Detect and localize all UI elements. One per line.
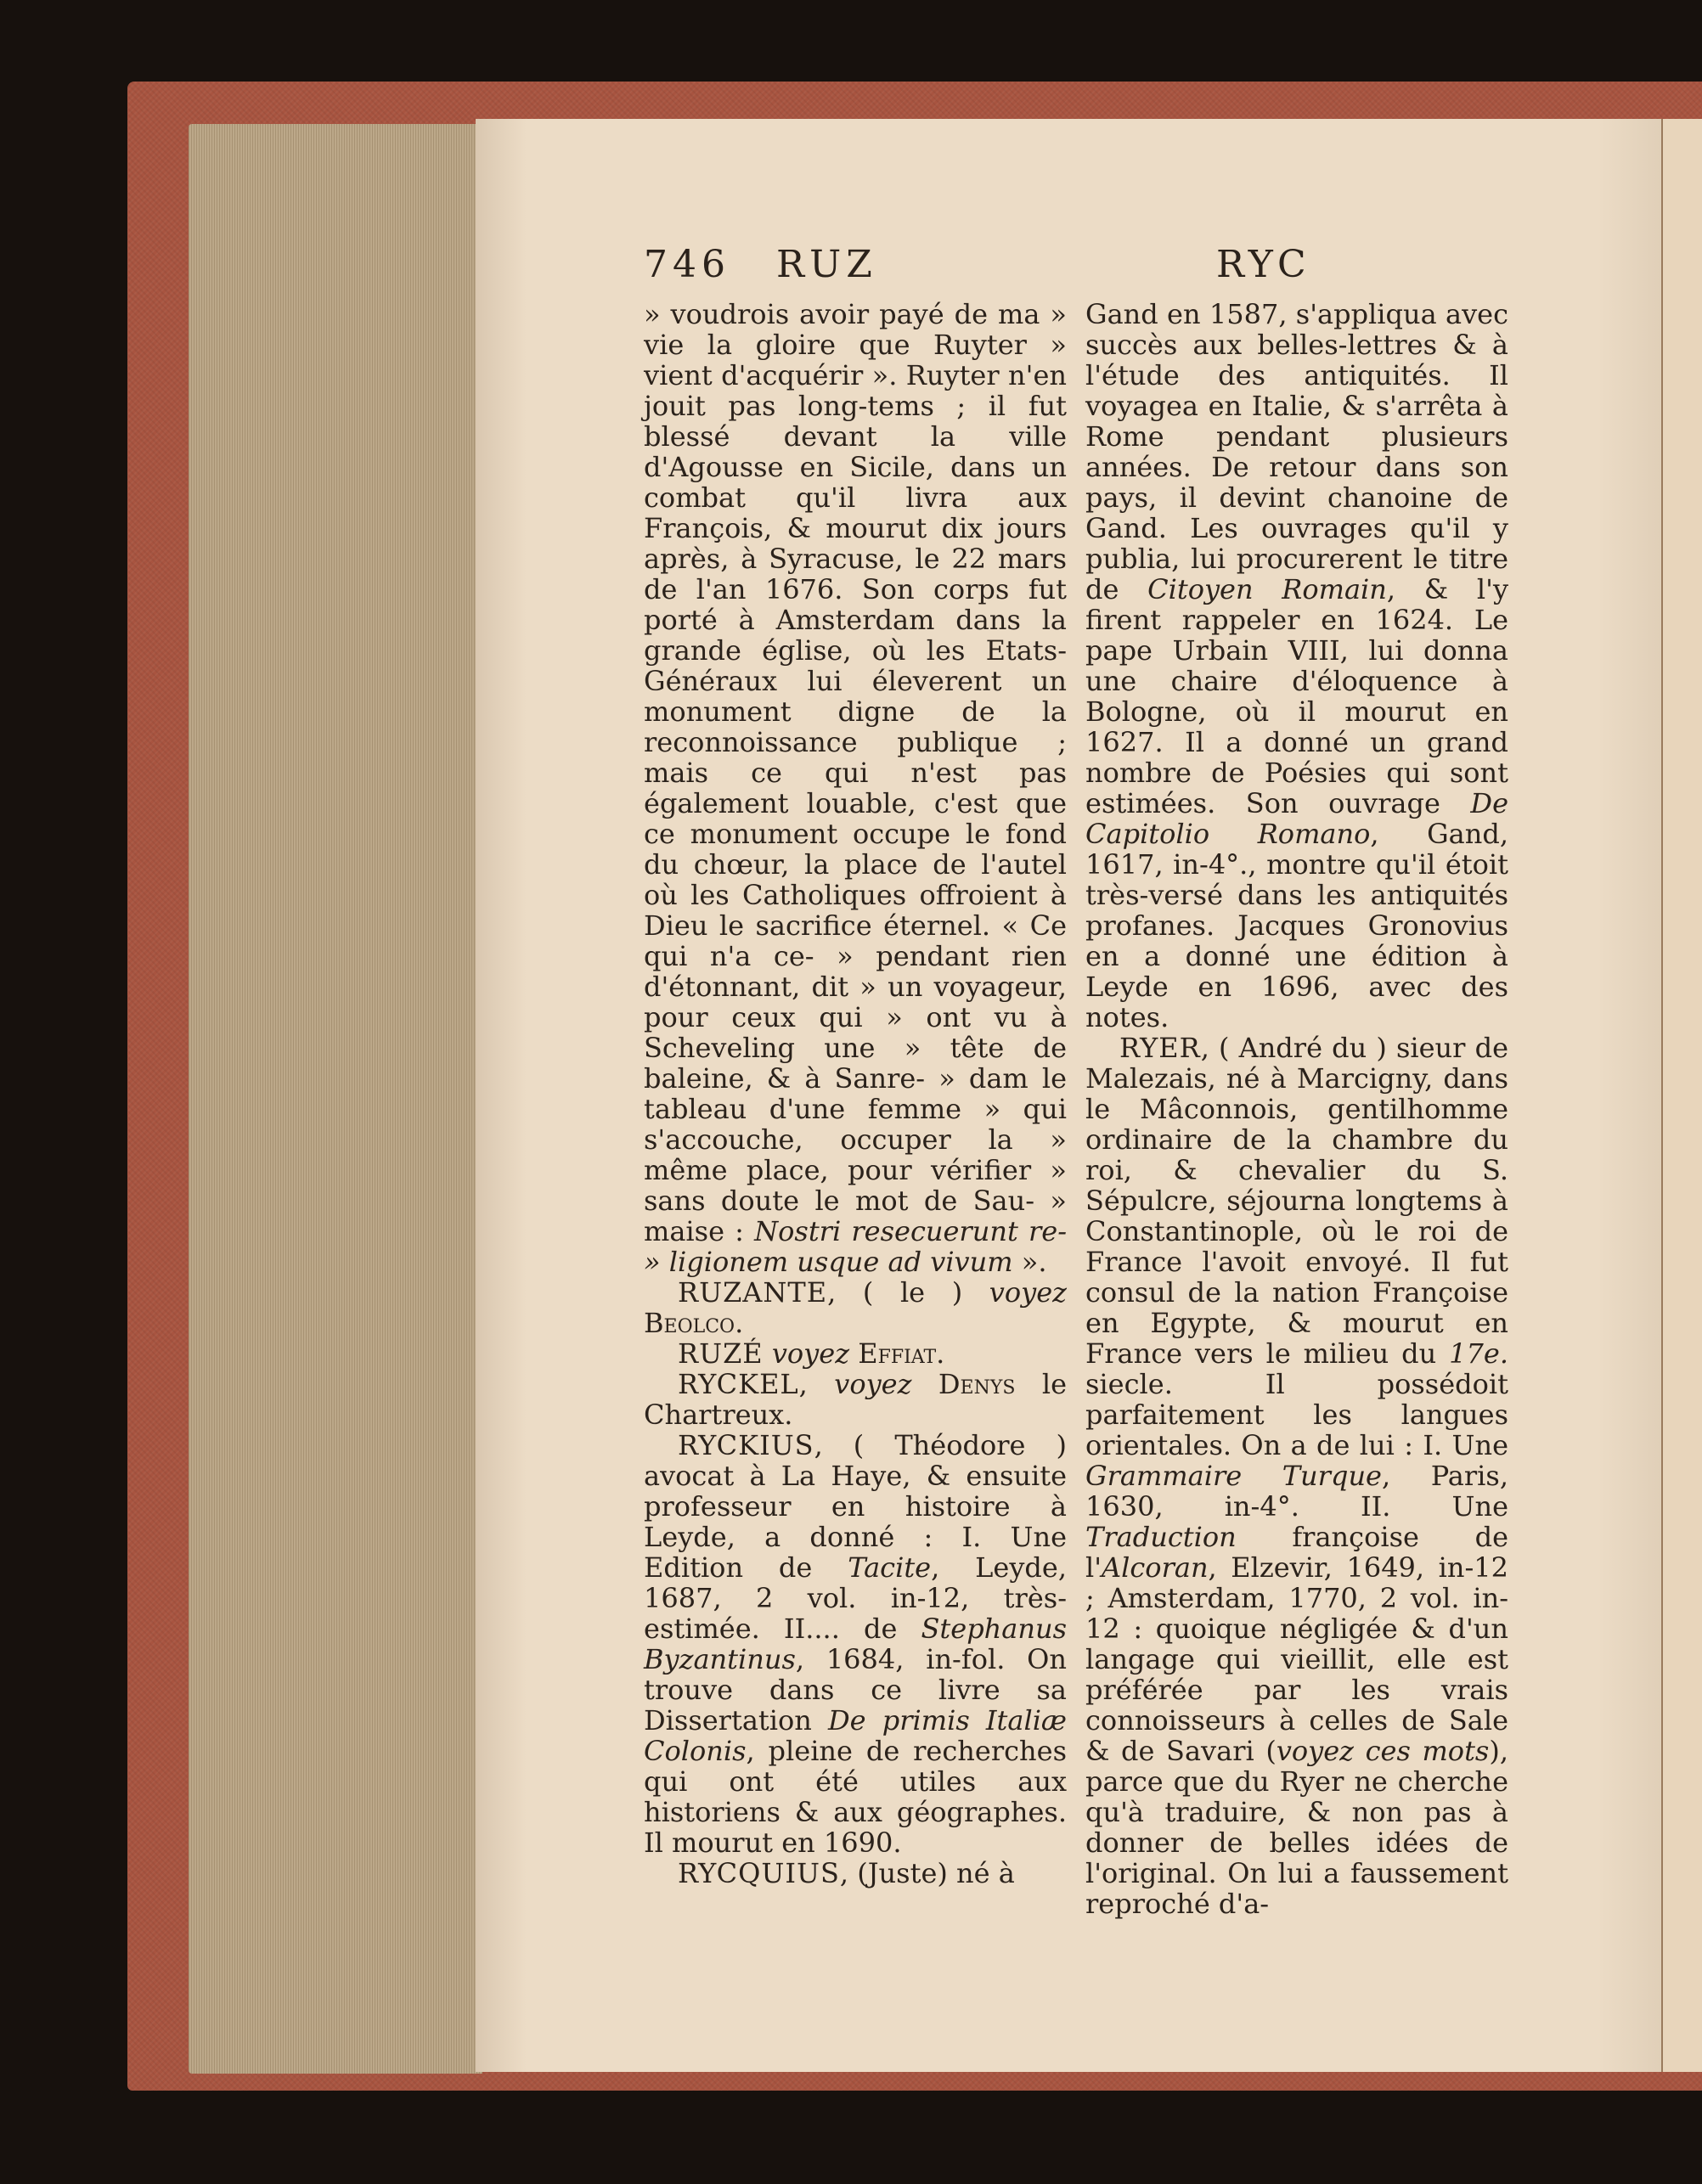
left-column <box>644 299 1067 1888</box>
entry-head: RYER <box>1119 1032 1201 1064</box>
entry-head: RYCKEL <box>678 1368 799 1400</box>
left-head-word: RUZ <box>775 243 877 286</box>
entry-head: RUZÉ <box>678 1337 764 1370</box>
facing-page-edge <box>1661 119 1702 2072</box>
paragraph-ruyter-continued: » voudrois avoir payé de ma » vie la gloire que Ruyter » vient d'acquérir ». Ruyter n'en jouit pas long-tems ; il fut blessé devant la ville d'Agousse en Sicile, dans un combat qu'il livra aux François, & mourut dix jours après, à Syracuse, le 22 mars de l'an 1676. Son corps fut porté à Amsterdam dans la grande église, où les Etats-Généraux lui éleverent un monument digne de la reconnoissance publique ; mais ce qui n'est pas également louable, c'est que ce monument occupe le fond du chœur, la place de l'autel où les Catholiques offroient à Dieu le sacrifice éternel. « Ce qui n'a ce- » pendant rien d'étonnant, dit » un voyageur, pour ceux qui » ont vu à Scheveling une » tête de baleine, & à Sanre- » dam le tableau d'une femme » qui s'accouche, occuper la » même place, pour vérifier » sans doute le mot de Sau- » maise : Nostri resecuerunt re- » ligionem usque ad vivum ». <box>644 298 1068 1278</box>
entry-ryckius: RYCKIUS, ( Théodore ) avocat à La Haye, & ensuite professeur en histoire à Leyde, a donné : I. Une Edition de Tacite, Leyde, 1687, 2 vol. in-12, très-estimée. II.... de Stephanus Byzantinus, 1684, in-fol. On trouve dans ce livre sa Dissertation De primis Italiæ Colonis, pleine de recherches qui ont été utiles aux historiens & aux géographes. Il mourut en 1690. <box>644 1429 1068 1859</box>
entry-ryer: RYER, ( André du ) sieur de Malezais, né à Marcigny, dans le Mâconnois, gentilhomme ordinaire de la chambre du roi, & chevalier du S. Sépulcre, séjourna longtems à Constantinople, où le roi de France l'avoit envoyé. Il fut consul de la nation Françoise en Egypte, & mourut en France vers le milieu du 17e. siecle. Il possédoit parfaitement les langues orientales. On a de lui : I. Une Grammaire Turque, Paris, 1630, in-4°. II. Une Traduction françoise de l'Alcoran, Elzevir, 1649, in-12 ; Amsterdam, 1770, 2 vol. in-12 : quoique négligée & d'un langage qui vieillit, elle est préférée par les vrais connoisseurs à celles de Sale & de Savari (voyez ces mots), parce que du Ryer ne cherche qu'à traduire, & non pas à donner de belles idées de l'original. On lui a faussement reproché d'a- <box>1085 1032 1509 1920</box>
entry-ruzante: RUZANTE, ( le ) voyez Beolco. <box>644 1276 1067 1339</box>
entry-ruze: RUZÉ voyez Effiat. <box>678 1337 945 1370</box>
entry-rycquius: RYCQUIUS, (Juste) né à <box>678 1857 1015 1889</box>
right-column <box>1085 299 1508 1919</box>
running-head-left <box>644 239 899 290</box>
running-head-right: RYC <box>1216 243 1311 286</box>
entry-ryckel: RYCKEL, voyez Denys le Chartreux. <box>644 1368 1068 1431</box>
entry-head: RYCQUIUS <box>678 1857 840 1889</box>
paragraph-rycquius-continued: Gand en 1587, s'appliqua avec succès aux belles-lettres & à l'étude des antiquités. Il voyagea en Italie, & s'arrêta à Rome pendant plusieurs années. De retour dans son pays, il devint chanoine de Gand. Les ouvrages qu'il y publia, lui procurerent le titre de Citoyen Romain, & l'y firent rappeler en 1624. Le pape Urbain VIII, lui donna une chaire d'éloquence à Bologne, où il mourut en 1627. Il a donné un grand nombre de Poésies qui sont estimées. Son ouvrage De Capitolio Romano, Gand, 1617, in-4°., montre qu'il étoit très-versé dans les antiquités profanes. Jacques Gronovius en a donné une édition à Leyde en 1696, avec des notes. <box>1085 298 1509 1033</box>
entry-head: RUZANTE <box>678 1276 828 1309</box>
page-number: 746 <box>644 243 730 286</box>
entry-head: RYCKIUS <box>678 1429 814 1461</box>
page-edges <box>189 124 482 2074</box>
